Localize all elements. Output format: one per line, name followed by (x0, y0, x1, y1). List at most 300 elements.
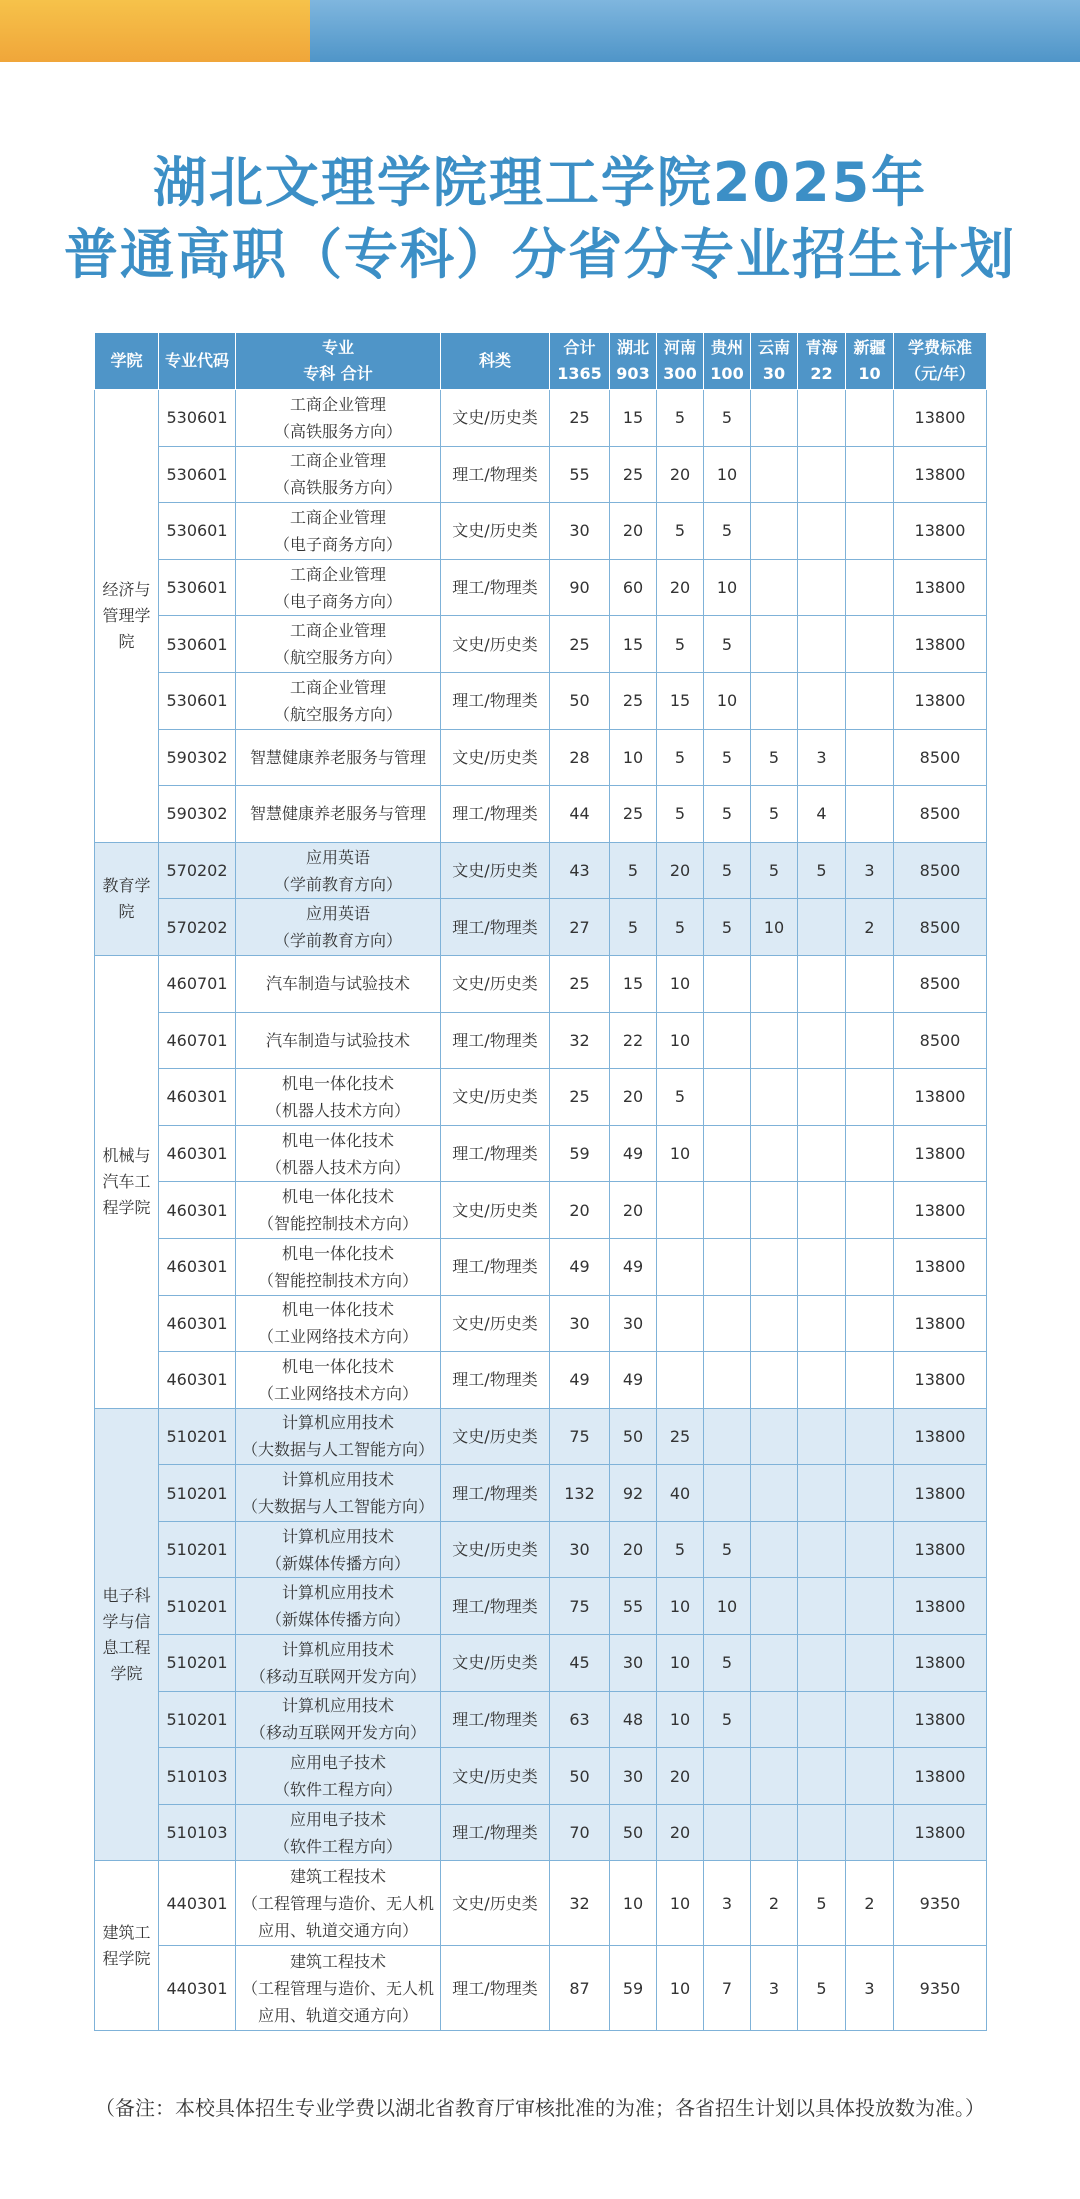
fee-cell: 13800 (894, 1125, 987, 1182)
hubei-cell: 22 (610, 1012, 657, 1069)
xinjiang-cell: 3 (846, 842, 894, 899)
xinjiang-cell (846, 446, 894, 503)
total-cell: 30 (550, 1295, 610, 1352)
henan-cell (657, 1238, 704, 1295)
table-row (95, 1012, 987, 1069)
subject-cell: 文史/历史类 (441, 1069, 550, 1126)
code-cell: 510201 (159, 1635, 236, 1692)
subject-cell: 文史/历史类 (441, 729, 550, 786)
henan-cell: 10 (657, 1691, 704, 1748)
hubei-cell: 30 (610, 1635, 657, 1692)
code-cell: 460301 (159, 1352, 236, 1409)
yunnan-cell: 5 (751, 842, 798, 899)
qinghai-cell (798, 899, 846, 956)
subject-cell: 理工/物理类 (441, 1012, 550, 1069)
hubei-cell: 25 (610, 672, 657, 729)
henan-cell: 5 (657, 1069, 704, 1126)
fee-cell: 13800 (894, 1691, 987, 1748)
henan-cell: 20 (657, 842, 704, 899)
hubei-cell: 15 (610, 955, 657, 1012)
major-cell: 应用电子技术 （软件工程方向） (236, 1804, 441, 1861)
table-row (95, 842, 987, 899)
major-cell: 机电一体化技术 （机器人技术方向） (236, 1125, 441, 1182)
code-cell: 530601 (159, 390, 236, 447)
hubei-cell: 49 (610, 1238, 657, 1295)
qinghai-cell (798, 390, 846, 447)
hubei-cell: 15 (610, 616, 657, 673)
qinghai-cell: 5 (798, 1946, 846, 2031)
table-row (95, 955, 987, 1012)
total-cell: 55 (550, 446, 610, 503)
xinjiang-cell (846, 672, 894, 729)
hubei-cell: 25 (610, 786, 657, 843)
yunnan-cell: 3 (751, 1946, 798, 2031)
subject-cell: 理工/物理类 (441, 1465, 550, 1522)
hubei-cell: 20 (610, 503, 657, 560)
major-cell: 计算机应用技术 （新媒体传播方向） (236, 1521, 441, 1578)
total-cell: 44 (550, 786, 610, 843)
total-cell: 59 (550, 1125, 610, 1182)
subject-cell: 文史/历史类 (441, 503, 550, 560)
qinghai-cell (798, 559, 846, 616)
subject-cell: 理工/物理类 (441, 446, 550, 503)
hubei-cell: 49 (610, 1352, 657, 1409)
major-cell: 工商企业管理 （高铁服务方向） (236, 390, 441, 447)
henan-cell: 5 (657, 899, 704, 956)
major-cell: 智慧健康养老服务与管理 (236, 786, 441, 843)
table-row (95, 1125, 987, 1182)
yunnan-cell (751, 1238, 798, 1295)
yunnan-cell (751, 1465, 798, 1522)
guizhou-cell (704, 1748, 751, 1805)
major-cell: 机电一体化技术 （工业网络技术方向） (236, 1295, 441, 1352)
total-cell: 49 (550, 1238, 610, 1295)
code-cell: 510201 (159, 1521, 236, 1578)
total-cell: 32 (550, 1012, 610, 1069)
subject-cell: 文史/历史类 (441, 1521, 550, 1578)
major-cell: 建筑工程技术 （工程管理与造价、无人机 应用、轨道交通方向） (236, 1946, 441, 2031)
xinjiang-cell (846, 1182, 894, 1239)
guizhou-cell: 3 (704, 1861, 751, 1946)
yunnan-cell (751, 446, 798, 503)
yunnan-cell (751, 1635, 798, 1692)
guizhou-cell (704, 1125, 751, 1182)
total-cell: 25 (550, 1069, 610, 1126)
header-code: 专业代码 (159, 333, 236, 390)
top-banner (0, 0, 1080, 62)
henan-cell: 20 (657, 446, 704, 503)
henan-cell: 10 (657, 1635, 704, 1692)
total-cell: 28 (550, 729, 610, 786)
xinjiang-cell (846, 955, 894, 1012)
code-cell: 570202 (159, 899, 236, 956)
subject-cell: 理工/物理类 (441, 672, 550, 729)
henan-cell: 5 (657, 616, 704, 673)
total-cell: 25 (550, 390, 610, 447)
guizhou-cell: 5 (704, 1635, 751, 1692)
table-row (95, 1946, 987, 2031)
fee-cell: 8500 (894, 729, 987, 786)
code-cell: 510201 (159, 1691, 236, 1748)
guizhou-cell: 7 (704, 1946, 751, 2031)
header-fee: 学费标准 （元/年） (894, 333, 987, 390)
subject-cell: 文史/历史类 (441, 1295, 550, 1352)
yunnan-cell (751, 1182, 798, 1239)
total-cell: 32 (550, 1861, 610, 1946)
guizhou-cell (704, 1408, 751, 1465)
total-cell: 87 (550, 1946, 610, 2031)
code-cell: 530601 (159, 503, 236, 560)
subject-cell: 理工/物理类 (441, 1804, 550, 1861)
code-cell: 590302 (159, 786, 236, 843)
hubei-cell: 30 (610, 1295, 657, 1352)
fee-cell: 13800 (894, 1182, 987, 1239)
code-cell: 590302 (159, 729, 236, 786)
major-cell: 应用英语 （学前教育方向） (236, 899, 441, 956)
yunnan-cell (751, 1295, 798, 1352)
hubei-cell: 10 (610, 1861, 657, 1946)
qinghai-cell (798, 1465, 846, 1522)
hubei-cell: 15 (610, 390, 657, 447)
xinjiang-cell (846, 1408, 894, 1465)
enrollment-plan-table (94, 332, 987, 2031)
code-cell: 510201 (159, 1465, 236, 1522)
fee-cell: 8500 (894, 842, 987, 899)
major-cell: 计算机应用技术 （新媒体传播方向） (236, 1578, 441, 1635)
henan-cell: 40 (657, 1465, 704, 1522)
subject-cell: 理工/物理类 (441, 899, 550, 956)
hubei-cell: 92 (610, 1465, 657, 1522)
code-cell: 460301 (159, 1069, 236, 1126)
xinjiang-cell (846, 1521, 894, 1578)
fee-cell: 13800 (894, 390, 987, 447)
yunnan-cell (751, 616, 798, 673)
table-body (95, 390, 987, 2031)
table-row (95, 1521, 987, 1578)
henan-cell: 10 (657, 1125, 704, 1182)
qinghai-cell (798, 1125, 846, 1182)
major-cell: 计算机应用技术 （大数据与人工智能方向） (236, 1465, 441, 1522)
henan-cell: 10 (657, 1946, 704, 2031)
total-cell: 30 (550, 503, 610, 560)
table-row (95, 446, 987, 503)
fee-cell: 8500 (894, 899, 987, 956)
header-xinjiang: 新疆 10 (846, 333, 894, 390)
xinjiang-cell (846, 390, 894, 447)
major-cell: 计算机应用技术 （大数据与人工智能方向） (236, 1408, 441, 1465)
code-cell: 570202 (159, 842, 236, 899)
guizhou-cell: 10 (704, 559, 751, 616)
guizhou-cell (704, 1804, 751, 1861)
fee-cell: 8500 (894, 955, 987, 1012)
hubei-cell: 50 (610, 1408, 657, 1465)
fee-cell: 9350 (894, 1861, 987, 1946)
xinjiang-cell (846, 1069, 894, 1126)
qinghai-cell (798, 1352, 846, 1409)
total-cell: 25 (550, 955, 610, 1012)
college-cell: 电子科 学与信 息工程 学院 (95, 1408, 159, 1861)
qinghai-cell (798, 1521, 846, 1578)
subject-cell: 理工/物理类 (441, 1125, 550, 1182)
code-cell: 460301 (159, 1238, 236, 1295)
code-cell: 460301 (159, 1125, 236, 1182)
hubei-cell: 48 (610, 1691, 657, 1748)
henan-cell: 5 (657, 503, 704, 560)
subject-cell: 文史/历史类 (441, 1635, 550, 1692)
table-header (95, 333, 987, 390)
total-cell: 90 (550, 559, 610, 616)
henan-cell (657, 1182, 704, 1239)
college-cell: 经济与 管理学 院 (95, 390, 159, 843)
henan-cell: 10 (657, 1578, 704, 1635)
table-row (95, 559, 987, 616)
xinjiang-cell (846, 503, 894, 560)
yunnan-cell: 5 (751, 729, 798, 786)
henan-cell: 10 (657, 1861, 704, 1946)
code-cell: 440301 (159, 1946, 236, 2031)
hubei-cell: 59 (610, 1946, 657, 2031)
table-row (95, 1238, 987, 1295)
yunnan-cell: 10 (751, 899, 798, 956)
xinjiang-cell (846, 1804, 894, 1861)
fee-cell: 13800 (894, 672, 987, 729)
henan-cell: 5 (657, 390, 704, 447)
guizhou-cell: 5 (704, 616, 751, 673)
guizhou-cell: 5 (704, 1521, 751, 1578)
yunnan-cell (751, 1069, 798, 1126)
total-cell: 50 (550, 672, 610, 729)
hubei-cell: 20 (610, 1182, 657, 1239)
yunnan-cell (751, 1691, 798, 1748)
fee-cell: 13800 (894, 446, 987, 503)
code-cell: 530601 (159, 559, 236, 616)
fee-cell: 13800 (894, 1352, 987, 1409)
code-cell: 530601 (159, 672, 236, 729)
fee-cell: 13800 (894, 503, 987, 560)
xinjiang-cell (846, 786, 894, 843)
guizhou-cell: 5 (704, 786, 751, 843)
fee-cell: 13800 (894, 1804, 987, 1861)
fee-cell: 13800 (894, 1408, 987, 1465)
xinjiang-cell: 2 (846, 899, 894, 956)
hubei-cell: 5 (610, 899, 657, 956)
major-cell: 建筑工程技术 （工程管理与造价、无人机 应用、轨道交通方向） (236, 1861, 441, 1946)
major-cell: 工商企业管理 （电子商务方向） (236, 559, 441, 616)
guizhou-cell (704, 1182, 751, 1239)
table-row (95, 729, 987, 786)
guizhou-cell: 5 (704, 842, 751, 899)
total-cell: 132 (550, 1465, 610, 1522)
subject-cell: 理工/物理类 (441, 559, 550, 616)
table-row (95, 503, 987, 560)
guizhou-cell: 10 (704, 672, 751, 729)
xinjiang-cell: 3 (846, 1946, 894, 2031)
qinghai-cell (798, 1182, 846, 1239)
fee-cell: 13800 (894, 616, 987, 673)
henan-cell: 20 (657, 1804, 704, 1861)
xinjiang-cell (846, 616, 894, 673)
xinjiang-cell (846, 559, 894, 616)
qinghai-cell (798, 1804, 846, 1861)
guizhou-cell: 5 (704, 899, 751, 956)
fee-cell: 13800 (894, 559, 987, 616)
total-cell: 43 (550, 842, 610, 899)
henan-cell: 25 (657, 1408, 704, 1465)
yunnan-cell (751, 1408, 798, 1465)
table-row (95, 1635, 987, 1692)
yunnan-cell (751, 955, 798, 1012)
fee-cell: 13800 (894, 1578, 987, 1635)
total-cell: 75 (550, 1408, 610, 1465)
guizhou-cell: 5 (704, 1691, 751, 1748)
henan-cell: 20 (657, 1748, 704, 1805)
yunnan-cell (751, 390, 798, 447)
henan-cell: 15 (657, 672, 704, 729)
table-row (95, 1804, 987, 1861)
henan-cell: 20 (657, 559, 704, 616)
hubei-cell: 20 (610, 1069, 657, 1126)
fee-cell: 13800 (894, 1465, 987, 1522)
fee-cell: 13800 (894, 1238, 987, 1295)
guizhou-cell: 5 (704, 390, 751, 447)
major-cell: 机电一体化技术 （机器人技术方向） (236, 1069, 441, 1126)
guizhou-cell (704, 1069, 751, 1126)
total-cell: 75 (550, 1578, 610, 1635)
header-college: 学院 (95, 333, 159, 390)
code-cell: 460301 (159, 1182, 236, 1239)
total-cell: 70 (550, 1804, 610, 1861)
hubei-cell: 30 (610, 1748, 657, 1805)
henan-cell: 10 (657, 1012, 704, 1069)
subject-cell: 文史/历史类 (441, 1861, 550, 1946)
code-cell: 460301 (159, 1295, 236, 1352)
major-cell: 工商企业管理 （电子商务方向） (236, 503, 441, 560)
top-banner-orange (0, 0, 310, 62)
header-guizhou: 贵州 100 (704, 333, 751, 390)
subject-cell: 理工/物理类 (441, 1691, 550, 1748)
qinghai-cell (798, 446, 846, 503)
total-cell: 20 (550, 1182, 610, 1239)
qinghai-cell (798, 1691, 846, 1748)
guizhou-cell (704, 1238, 751, 1295)
page-title-line2: 普通高职（专科）分省分专业招生计划 (64, 223, 1016, 286)
code-cell: 530601 (159, 446, 236, 503)
subject-cell: 文史/历史类 (441, 390, 550, 447)
xinjiang-cell (846, 1012, 894, 1069)
subject-cell: 文史/历史类 (441, 1408, 550, 1465)
table-row (95, 390, 987, 447)
total-cell: 30 (550, 1521, 610, 1578)
header-major: 专业 专科 合计 (236, 333, 441, 390)
qinghai-cell (798, 1069, 846, 1126)
henan-cell: 10 (657, 955, 704, 1012)
yunnan-cell: 2 (751, 1861, 798, 1946)
xinjiang-cell (846, 729, 894, 786)
fee-cell: 8500 (894, 786, 987, 843)
major-cell: 应用电子技术 （软件工程方向） (236, 1748, 441, 1805)
subject-cell: 文史/历史类 (441, 1182, 550, 1239)
hubei-cell: 10 (610, 729, 657, 786)
major-cell: 工商企业管理 （航空服务方向） (236, 616, 441, 673)
code-cell: 460701 (159, 1012, 236, 1069)
hubei-cell: 50 (610, 1804, 657, 1861)
guizhou-cell: 10 (704, 446, 751, 503)
hubei-cell: 60 (610, 559, 657, 616)
total-cell: 25 (550, 616, 610, 673)
fee-cell: 13800 (894, 1635, 987, 1692)
qinghai-cell (798, 1635, 846, 1692)
major-cell: 机电一体化技术 （智能控制技术方向） (236, 1238, 441, 1295)
major-cell: 计算机应用技术 （移动互联网开发方向） (236, 1635, 441, 1692)
table-row (95, 899, 987, 956)
guizhou-cell (704, 1352, 751, 1409)
code-cell: 510103 (159, 1748, 236, 1805)
table-row (95, 1352, 987, 1409)
xinjiang-cell (846, 1578, 894, 1635)
xinjiang-cell (846, 1635, 894, 1692)
fee-cell: 13800 (894, 1069, 987, 1126)
subject-cell: 理工/物理类 (441, 1238, 550, 1295)
xinjiang-cell (846, 1238, 894, 1295)
yunnan-cell (751, 1578, 798, 1635)
major-cell: 应用英语 （学前教育方向） (236, 842, 441, 899)
total-cell: 49 (550, 1352, 610, 1409)
yunnan-cell: 5 (751, 786, 798, 843)
qinghai-cell: 4 (798, 786, 846, 843)
henan-cell (657, 1352, 704, 1409)
fee-cell: 9350 (894, 1946, 987, 2031)
qinghai-cell (798, 1578, 846, 1635)
qinghai-cell (798, 616, 846, 673)
major-cell: 工商企业管理 （高铁服务方向） (236, 446, 441, 503)
table-row (95, 672, 987, 729)
qinghai-cell (798, 672, 846, 729)
hubei-cell: 49 (610, 1125, 657, 1182)
major-cell: 汽车制造与试验技术 (236, 1012, 441, 1069)
yunnan-cell (751, 1012, 798, 1069)
subject-cell: 理工/物理类 (441, 1352, 550, 1409)
major-cell: 机电一体化技术 （智能控制技术方向） (236, 1182, 441, 1239)
major-cell: 工商企业管理 （航空服务方向） (236, 672, 441, 729)
header-hubei: 湖北 903 (610, 333, 657, 390)
table-row (95, 1861, 987, 1946)
xinjiang-cell (846, 1352, 894, 1409)
xinjiang-cell: 2 (846, 1861, 894, 1946)
fee-cell: 13800 (894, 1748, 987, 1805)
college-cell: 机械与 汽车工 程学院 (95, 955, 159, 1408)
guizhou-cell (704, 1465, 751, 1522)
guizhou-cell (704, 955, 751, 1012)
hubei-cell: 25 (610, 446, 657, 503)
qinghai-cell (798, 1408, 846, 1465)
subject-cell: 理工/物理类 (441, 786, 550, 843)
henan-cell: 5 (657, 786, 704, 843)
fee-cell: 13800 (894, 1521, 987, 1578)
table-row (95, 1578, 987, 1635)
qinghai-cell (798, 1012, 846, 1069)
code-cell: 440301 (159, 1861, 236, 1946)
fee-cell: 13800 (894, 1295, 987, 1352)
hubei-cell: 55 (610, 1578, 657, 1635)
major-cell: 汽车制造与试验技术 (236, 955, 441, 1012)
subject-cell: 理工/物理类 (441, 1946, 550, 2031)
yunnan-cell (751, 503, 798, 560)
yunnan-cell (751, 559, 798, 616)
qinghai-cell (798, 1295, 846, 1352)
xinjiang-cell (846, 1125, 894, 1182)
total-cell: 63 (550, 1691, 610, 1748)
top-banner-blue (310, 0, 1080, 62)
